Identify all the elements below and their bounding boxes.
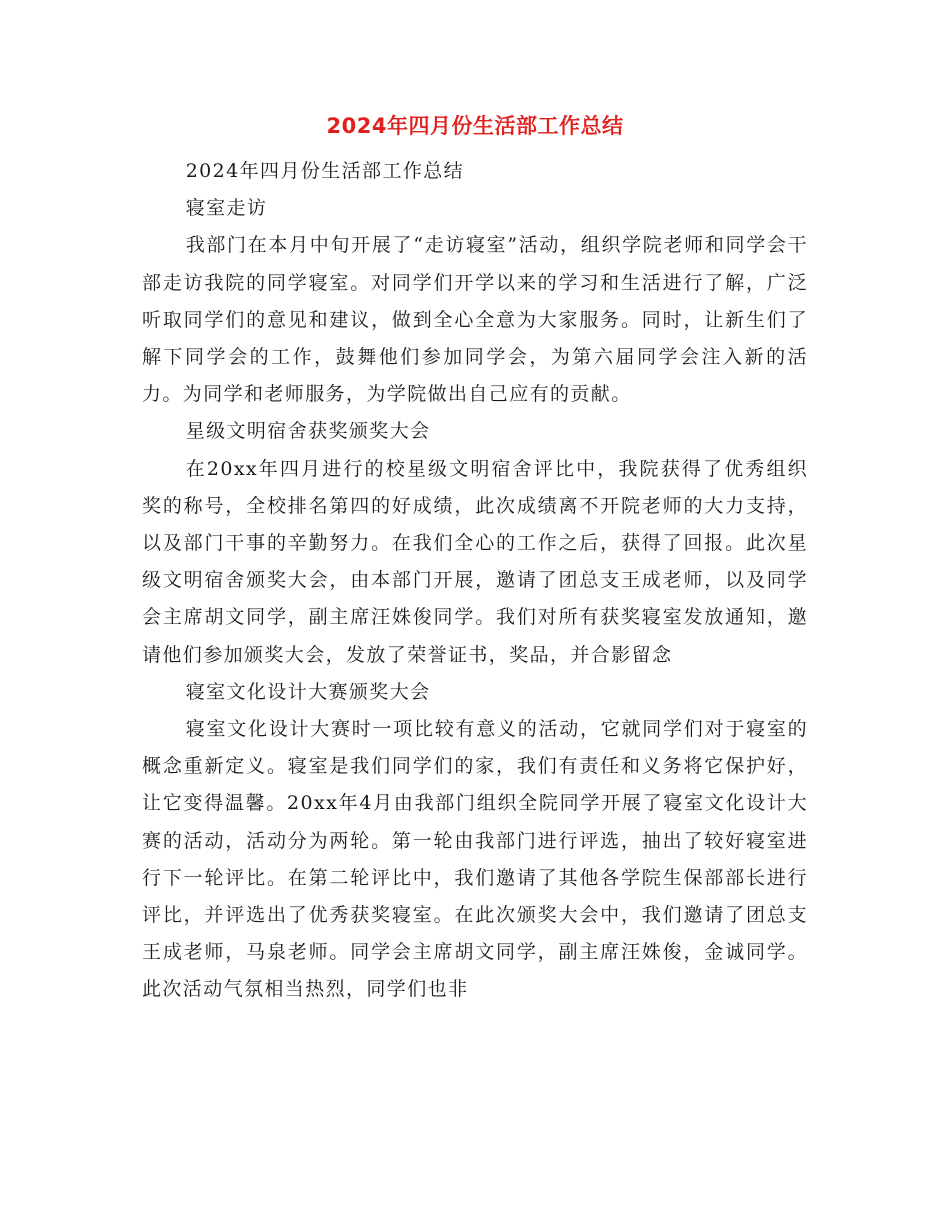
subtitle-paragraph: 2024年四月份生活部工作总结: [185, 160, 465, 182]
section-heading-dorm-culture-award: 寝室文化设计大赛颁奖大会: [185, 680, 431, 703]
paragraph-dorm-culture-award: 寝室文化设计大赛时一项比较有意义的活动，它就同学们对于寝室的概念重新定义。寝室是我们同学们的家，我们有责任和义务将它保护好，让它变得温馨。20xx年4月由我部门组织全院同学开展了寝室文化设计大赛的活动，活动分为两轮。第一轮由我部门进行评选，抽出了较好寝室进行下一轮评比。在第二轮评比中，我们邀请了其他各学院生保部部长进行评比，并评选出了优秀获奖寝室。在此次颁奖大会中，我们邀请了团总支王成老师，马泉老师。同学会主席胡文同学，副主席汪姝俊，金诚同学。此次活动气氛相当热烈，同学们也非: [142, 718, 808, 1001]
document-body: [142, 153, 808, 1009]
section-heading-dorm-visit: 寝室走访: [185, 197, 268, 220]
paragraph-dorm-visit: 我部门在本月中旬开展了“走访寝室”活动，组织学院老师和同学会干部走访我院的同学寝室。对同学们开学以来的学习和生活进行了解，广泛听取同学们的意见和建议，做到全心全意为大家服务。同时，让新生们了解下同学会的工作，鼓舞他们参加同学会，为第六届同学会注入新的活力。为同学和老师服务，为学院做出自己应有的贡献。: [142, 234, 808, 406]
section-heading-star-dorm-award: 星级文明宿舍获奖颁奖大会: [185, 420, 431, 443]
paragraph-star-dorm-award: 在20xx年四月进行的校星级文明宿舍评比中，我院获得了优秀组织奖的称号，全校排名第四的好成绩，此次成绩离不开院老师的大力支持，以及部门干事的辛勤努力。在我们全心的工作之后，获得了回报。此次星级文明宿舍颁奖大会，由本部门开展，邀请了团总支王成老师，以及同学会主席胡文同学，副主席汪姝俊同学。我们对所有获奖寝室发放通知，邀请他们参加颁奖大会，发放了荣誉证书，奖品，并合影留念: [142, 457, 808, 666]
document-title: 2024年四月份生活部工作总结: [326, 114, 624, 138]
